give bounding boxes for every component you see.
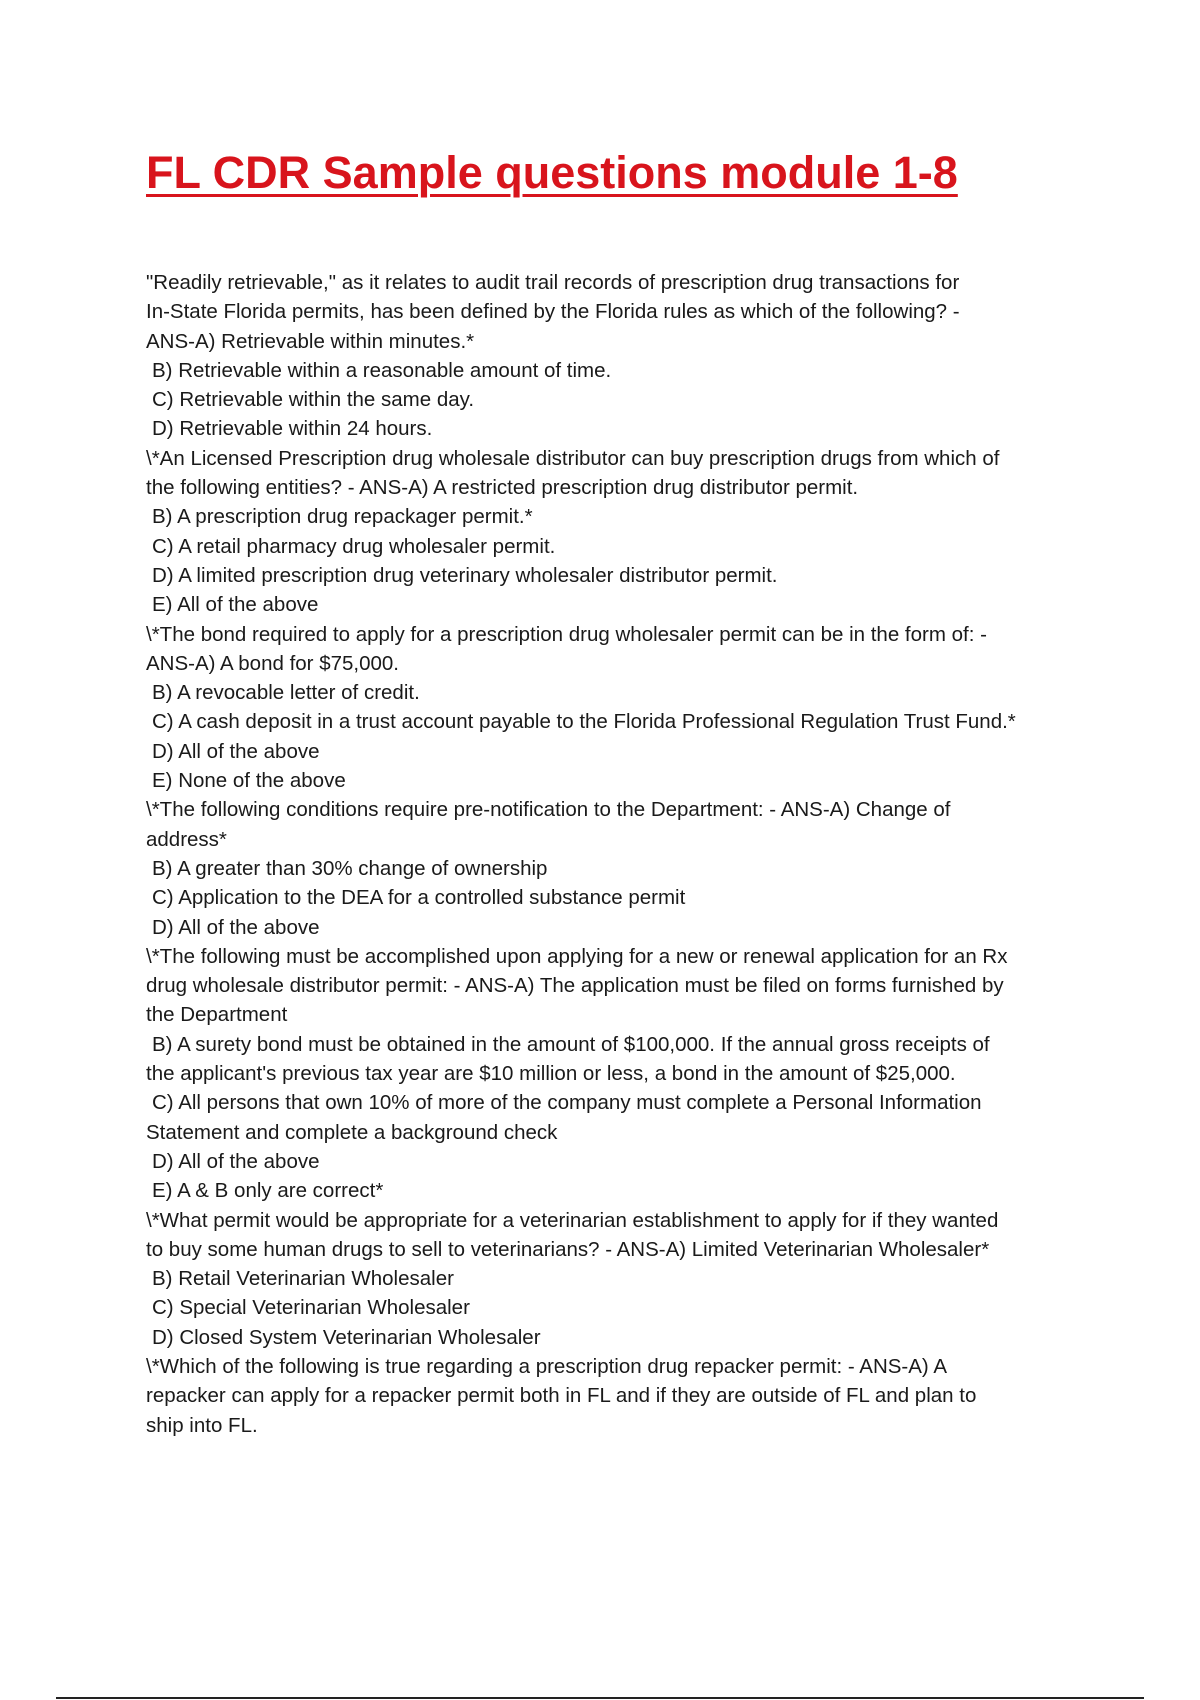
answer-option-line: C) Special Veterinarian Wholesaler xyxy=(152,1296,470,1320)
question-text-line: the following entities? - ANS-A) A restricted prescription drug distributor permit. xyxy=(146,476,859,500)
answer-option-line: D) Closed System Veterinarian Wholesaler xyxy=(152,1325,541,1349)
question-text-line: the Department xyxy=(146,1003,288,1027)
answer-option-line: C) A retail pharmacy drug wholesaler permit. xyxy=(152,534,556,558)
answer-option-line: E) None of the above xyxy=(152,769,346,793)
document-body xyxy=(146,268,1096,1440)
question-text-line: Statement and complete a background check xyxy=(146,1120,558,1144)
answer-option-line: D) A limited prescription drug veterinary wholesaler distributor permit. xyxy=(152,563,778,587)
answer-option-line: B) Retrievable within a reasonable amount of time. xyxy=(152,358,612,382)
answer-option-line: B) A prescription drug repackager permit.* xyxy=(152,505,533,529)
answer-option-line: C) Retrievable within the same day. xyxy=(152,388,475,412)
question-text-line: \*Which of the following is true regarding a prescription drug repacker permit: - ANS-A) A xyxy=(146,1354,947,1378)
question-text-line: to buy some human drugs to sell to veterinarians? - ANS-A) Limited Veterinarian Wholesaler* xyxy=(146,1237,990,1261)
document-title: FL CDR Sample questions module 1-8 xyxy=(146,147,958,198)
answer-option-line: E) A & B only are correct* xyxy=(152,1179,384,1203)
answer-option-line: D) All of the above xyxy=(152,739,320,763)
answer-option-line: D) All of the above xyxy=(152,915,320,939)
question-text-line: \*An Licensed Prescription drug wholesale distributor can buy prescription drugs from which of xyxy=(146,446,1000,470)
answer-option-line: B) A greater than 30% change of ownership xyxy=(152,856,548,880)
question-text-line: address* xyxy=(146,827,227,851)
question-text-line: ANS-A) A bond for $75,000. xyxy=(146,651,399,675)
answer-option-line: C) All persons that own 10% of more of the company must complete a Personal Information xyxy=(152,1091,982,1115)
question-text-line: \*The following must be accomplished upon applying for a new or renewal application for an Rx xyxy=(146,944,1008,968)
answer-option-line: B) A surety bond must be obtained in the amount of $100,000. If the annual gross receipts of xyxy=(152,1032,990,1056)
question-text-line: \*The following conditions require pre-notification to the Department: - ANS-A) Change of xyxy=(146,798,951,822)
question-text-line: "Readily retrievable," as it relates to audit trail records of prescription drug transactions for xyxy=(146,271,960,294)
question-text-line: the applicant's previous tax year are $10 million or less, a bond in the amount of $25,000. xyxy=(146,1062,956,1086)
answer-option-line: E) All of the above xyxy=(152,593,319,617)
footer-divider xyxy=(56,1697,1144,1699)
question-text-line: ship into FL. xyxy=(146,1413,258,1437)
answer-option-line: D) Retrievable within 24 hours. xyxy=(152,417,433,441)
answer-option-line: B) A revocable letter of credit. xyxy=(152,681,420,705)
answer-option-line: D) All of the above xyxy=(152,1149,320,1173)
answer-option-line: C) A cash deposit in a trust account payable to the Florida Professional Regulation Trust Fund.* xyxy=(152,710,1016,734)
answer-option-line: B) Retail Veterinarian Wholesaler xyxy=(152,1267,454,1291)
question-text-line: \*What permit would be appropriate for a veterinarian establishment to apply for if they wanted xyxy=(146,1208,999,1232)
question-text-line: drug wholesale distributor permit: - ANS-A) The application must be filed on forms furnished by xyxy=(146,974,1004,998)
question-text-line: ANS-A) Retrievable within minutes.* xyxy=(146,329,475,353)
question-text-line: repacker can apply for a repacker permit both in FL and if they are outside of FL and plan to xyxy=(146,1384,977,1408)
answer-option-line: C) Application to the DEA for a controlled substance permit xyxy=(152,886,686,910)
question-text-line: \*The bond required to apply for a prescription drug wholesaler permit can be in the form of: - xyxy=(146,622,987,646)
question-text-line: In-State Florida permits, has been defined by the Florida rules as which of the following? - xyxy=(146,300,960,324)
